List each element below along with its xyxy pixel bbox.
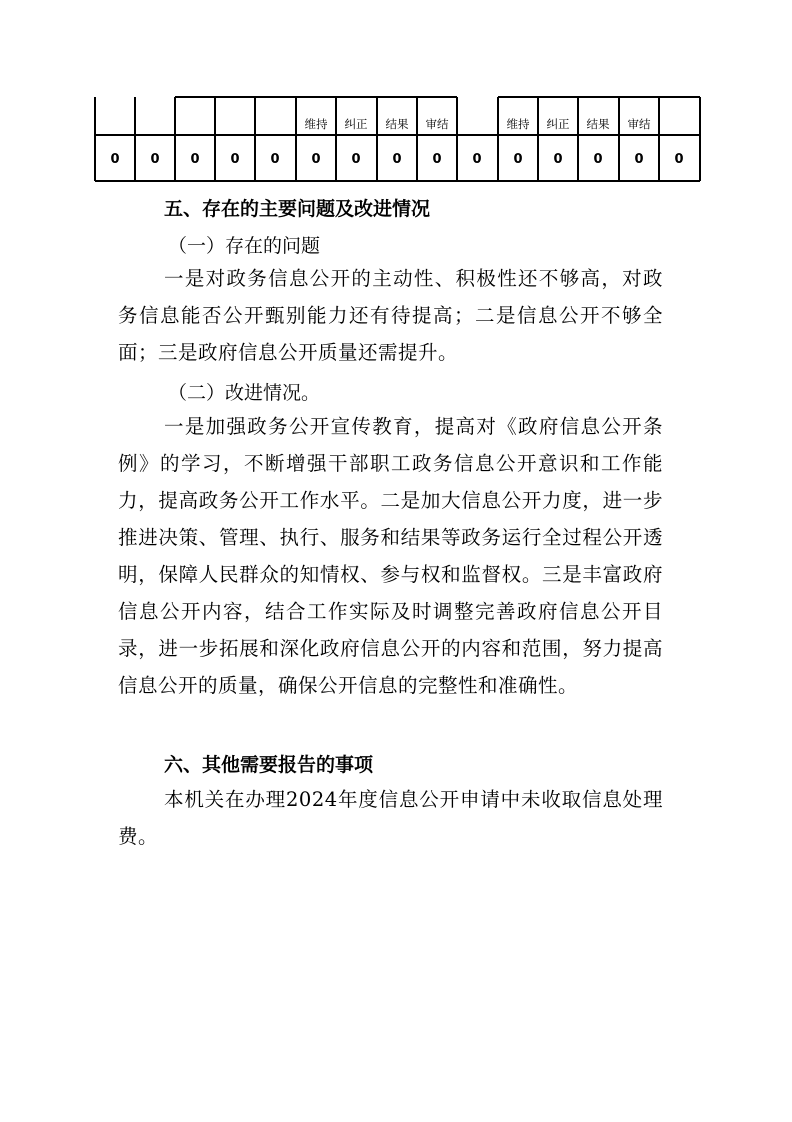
table-cell: 0	[311, 152, 321, 167]
table-grid-line	[295, 97, 296, 181]
table-cell: 0	[230, 152, 240, 167]
section-heading: 五、存在的主要问题及改进情况	[164, 198, 431, 220]
table-subheader-cell: 纠正	[344, 117, 368, 131]
table-grid-line	[175, 96, 457, 97]
subsection-title: （一）存在的问题	[168, 235, 321, 257]
table-grid-line	[658, 97, 659, 181]
table-cell: 0	[553, 152, 563, 167]
table-cell: 0	[190, 152, 200, 167]
table-subheader-cell: 审结	[425, 117, 449, 131]
table-grid-line	[699, 97, 700, 181]
table-grid-line	[497, 97, 498, 181]
table-grid-line	[416, 97, 417, 181]
table-grid-line	[134, 97, 135, 181]
table-cell: 0	[472, 152, 482, 167]
subsection-title: （二）改进情况。	[168, 382, 321, 404]
table-subheader-cell: 纠正	[546, 117, 570, 131]
table-grid-line	[95, 180, 700, 181]
table-grid-line	[214, 97, 215, 181]
table-subheader-cell: 结果	[586, 117, 610, 131]
table-subheader-cell: 维持	[304, 117, 328, 131]
table-cell: 0	[150, 152, 160, 167]
table-grid-line	[456, 97, 457, 181]
table-cell: 0	[513, 152, 523, 167]
table-cell: 0	[351, 152, 361, 167]
table-cell: 0	[432, 152, 442, 167]
table-cell: 0	[634, 152, 644, 167]
table-cell: 0	[674, 152, 684, 167]
table-grid-line	[577, 97, 578, 181]
paragraph: 本机关在办理2024年度信息公开申请中未收取信息处理费。	[118, 788, 663, 848]
table-grid-line	[94, 97, 95, 181]
table-cell: 0	[270, 152, 280, 167]
table-cell: 0	[593, 152, 603, 167]
paragraph: 一是加强政务公开宣传教育，提高对《政府信息公开条例》的学习，不断增强干部职工政务信息公开意识和工作能力，提高政务公开工作水平。二是加大信息公开力度，进一步推进决策、管理、执行、服务和结果等政务运行全过程公开透明，保障人民群众的知情权、参与权和监督权。三是丰富政府信息公开内容，结合工作实际及时调整完善政府信息公开目录，进一步拓展和深化政府信息公开的内容和范围，努力提高信息公开的质量，确保公开信息的完整性和准确性。	[118, 415, 663, 697]
table-cell: 0	[110, 152, 120, 167]
table-subheader-cell: 结果	[385, 117, 409, 131]
table-grid-line	[537, 97, 538, 181]
table-subheader-cell: 审结	[627, 117, 651, 131]
table-subheader-cell: 维持	[506, 117, 530, 131]
table-grid-line	[618, 97, 619, 181]
table-grid-line	[376, 97, 377, 181]
table-grid-line	[95, 134, 700, 135]
table-grid-line	[335, 97, 336, 181]
statistics-table	[95, 97, 700, 182]
table-cell: 0	[392, 152, 402, 167]
section-heading: 六、其他需要报告的事项	[164, 754, 374, 776]
table-grid-line	[174, 97, 175, 181]
table-grid-line	[498, 96, 700, 97]
paragraph: 一是对政务信息公开的主动性、积极性还不够高，对政务信息能否公开甄别能力还有待提高；二是信息公开不够全面；三是政府信息公开质量还需提升。	[118, 267, 663, 364]
table-grid-line	[254, 97, 255, 181]
